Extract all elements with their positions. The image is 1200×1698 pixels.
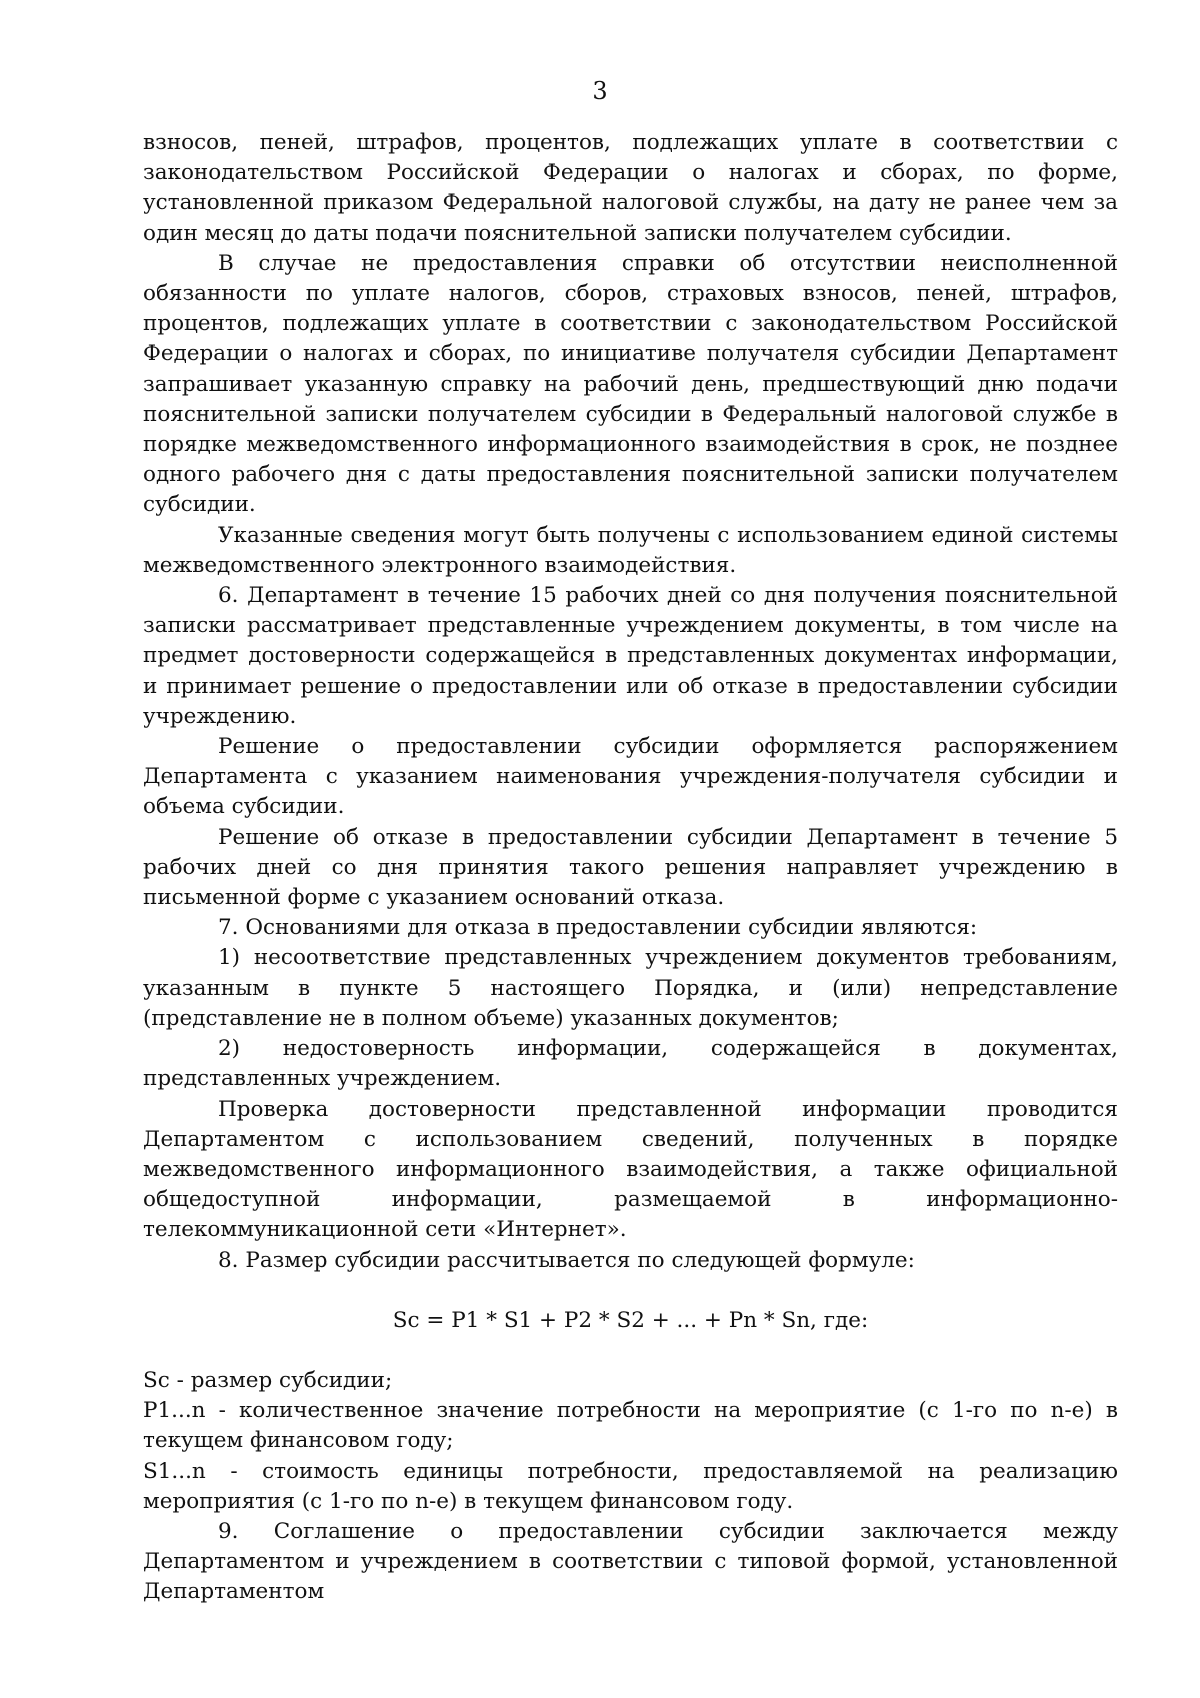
paragraph-decision-refusal: Решение об отказе в предоставлении субсидии Департамент в течение 5 рабочих дней со дня принятия такого решения направляет учреждению в письменной форме с указанием оснований отказа. (143, 824, 1118, 911)
definition-s: S1...n - стоимость единицы потребности, предоставляемой на реализацию мероприятия (с 1-го по n-е) в текущем финансовом году. (143, 1458, 1118, 1514)
page-number: 3 (592, 77, 608, 105)
paragraph-tax-certificate-request: В случае не предоставления справки об отсутствии неисполненной обязанности по уплате налогов, сборов, страховых взносов, пеней, штрафов, процентов, подлежащих уплате в соответствии с законодательством Российской Федерации о налогах и сборах, по инициативе получателя субсидии Департамент запрашивает указанную справку на рабочий день, предшествующий дню подачи пояснительной записки получателем субсидии в Федеральный налоговой службе в порядке межведомственного информационного взаимодействия в срок, не позднее одного рабочего дня с даты предоставления пояснительной записки получателем субсидии. (143, 250, 1118, 518)
paragraph-item-9: 9. Соглашение о предоставлении субсидии заключается между Департаментом и учреждением в соответствии с типовой формой, установленной Департаментом (143, 1518, 1118, 1605)
paragraph-item-8: 8. Размер субсидии рассчитывается по следующей формуле: (218, 1247, 915, 1273)
paragraph-decision-grant: Решение о предоставлении субсидии оформляется распоряжением Департамента с указанием наименования учреждения-получателя субсидии и объема субсидии. (143, 734, 1118, 820)
definition-p: P1...n - количественное значение потребности на мероприятие (с 1-го по n-е) в текущем финансовом году; (143, 1398, 1118, 1454)
paragraph-item-7-2: 2) недостоверность информации, содержащейся в документах, представленных учреждением. (143, 1036, 1118, 1092)
subsidy-formula: Sc = P1 * S1 + P2 * S2 + ... + Pn * Sn, где: (392, 1307, 869, 1333)
document-body (143, 128, 1118, 1608)
paragraph-item-7-1: 1) несоответствие представленных учреждением документов требованиям, указанным в пункте 5 настоящего Порядка, и (или) непредставление (представление не в полном объеме) указанных документов; (143, 945, 1118, 1031)
paragraph-continuation: взносов, пеней, штрафов, процентов, подлежащих уплате в соответствии с законодательством Российской Федерации о налогах и сборах, по форме, установленной приказом Федеральной налоговой службы, на дату не ранее чем за один месяц до даты подачи пояснительной записки получателем субсидии. (143, 130, 1118, 246)
definition-sc: Sc - размер субсидии; (143, 1367, 393, 1393)
paragraph-item-7: 7. Основаниями для отказа в предоставлении субсидии являются: (218, 915, 978, 941)
paragraph-item-6: 6. Департамент в течение 15 рабочих дней со дня получения пояснительной записки рассматривает представленные учреждением документы, в том числе на предмет достоверности содержащейся в представленных документах информации, и принимает решение о предоставлении или об отказе в предоставлении субсидии учреждению. (143, 583, 1118, 729)
paragraph-verification: Проверка достоверности представленной информации проводится Департаментом с использованием сведений, полученных в порядке межведомственного информационного взаимодействия, а также официальной общедоступной информации, размещаемой в информационно-телекоммуникационной сети «Интернет». (143, 1096, 1118, 1243)
paragraph-electronic-interaction: Указанные сведения могут быть получены с использованием единой системы межведомственного электронного взаимодействия. (143, 522, 1118, 578)
